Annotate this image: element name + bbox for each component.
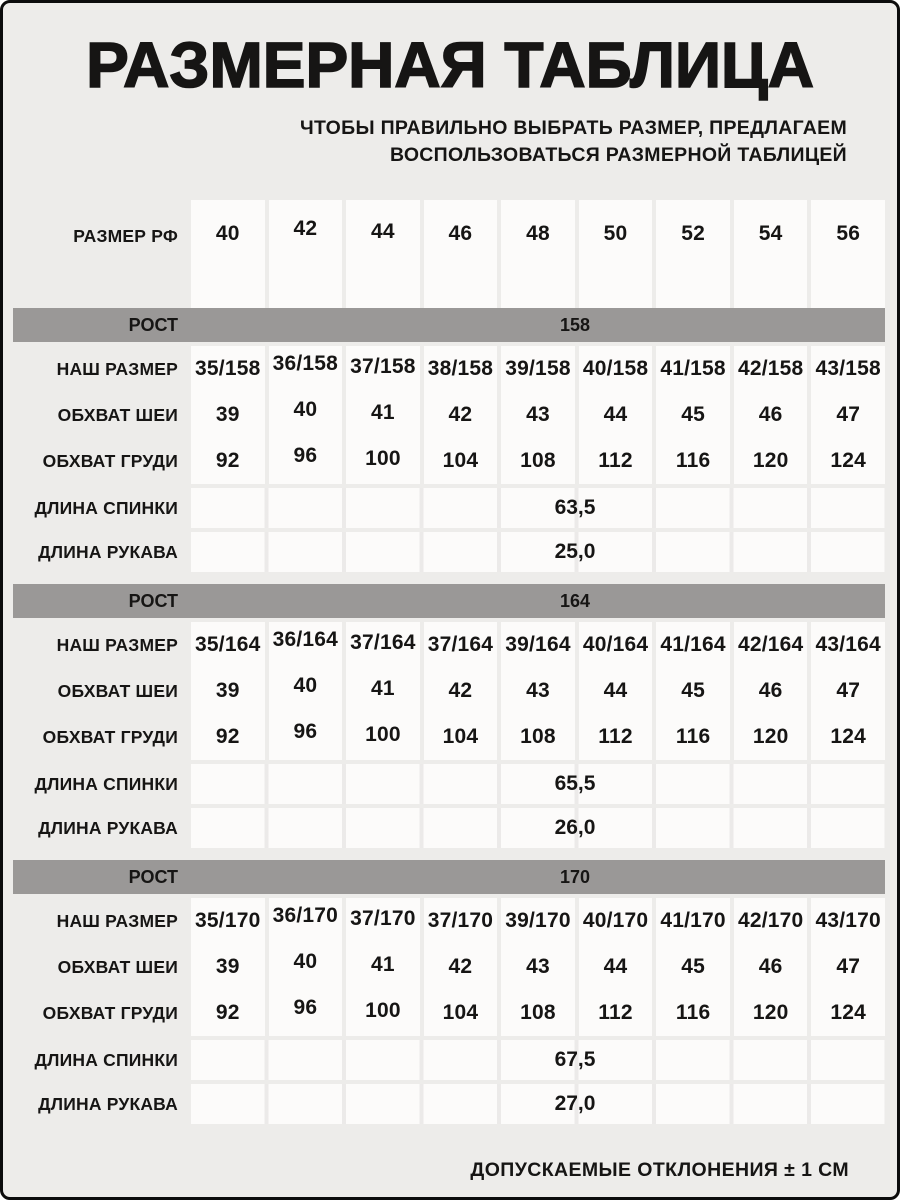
data-cell-value: 100 [365,999,401,1022]
data-cell [346,438,420,484]
footer-value: 1 СМ [801,1159,849,1181]
data-cell [811,944,885,990]
data-cell [579,392,653,438]
data-cell [346,346,420,392]
row-label: ДЛИНА СПИНКИ [34,497,178,518]
header-size-cell-value: 46 [448,222,473,245]
data-cell [811,990,885,1036]
data-cell-value: 47 [836,403,861,426]
header-size-cell-value: 52 [681,222,705,245]
data-cell [346,622,420,668]
header-size-cell-value: 42 [293,217,318,240]
data-cell-value: 47 [836,679,861,702]
subtitle-line-2: ВОСПОЛЬЗОВАТЬСЯ РАЗМЕРНОЙ ТАБЛИЦЕЙ [389,144,847,166]
data-cell [656,990,730,1036]
data-cell-value: 42/158 [737,357,804,380]
data-cell-value: 112 [598,449,633,472]
data-cell-value: 124 [830,1001,867,1024]
header-size-cell [269,200,343,308]
data-cell-value: 37/170 [350,907,416,930]
data-cell-value: 92 [215,725,240,748]
data-cell [424,438,498,484]
row-label: ДЛИНА СПИНКИ [34,1049,178,1070]
header-size-cell [191,200,265,308]
data-cell-value: 41 [371,953,395,976]
data-cell [191,668,265,714]
merged-cell-value: 65,5 [554,772,596,795]
data-cell-value: 104 [442,725,479,748]
data-cell [191,714,265,760]
data-cell-value: 45 [681,679,705,702]
data-cell-value: 39/170 [505,909,571,932]
data-cell-value: 100 [365,723,401,746]
data-cell-value: 43 [526,679,550,702]
data-cell [346,392,420,438]
data-cell-value: 108 [520,1001,556,1024]
size-table [13,200,885,1136]
page-title: РАЗМЕРНАЯ ТАБЛИЦА [86,29,814,101]
data-cell-value: 120 [752,725,789,748]
data-cell [269,392,343,438]
data-cell [346,714,420,760]
header-size-cell [501,200,575,308]
data-cell [811,668,885,714]
data-cell [269,346,343,392]
data-cell [811,622,885,668]
data-cell [811,898,885,944]
data-cell-value: 116 [675,1001,711,1024]
header-size-cell-value: 40 [215,222,240,245]
data-cell [424,944,498,990]
data-cell-value: 112 [598,725,633,748]
data-cell-value: 42 [448,403,473,426]
data-cell [191,990,265,1036]
data-cell-value: 37/164 [427,633,494,656]
data-cell-value: 43 [526,403,550,426]
row-label: ОБХВАТ ШЕИ [57,956,178,977]
data-cell-value: 46 [758,679,783,702]
data-cell [191,898,265,944]
data-cell [269,898,343,944]
data-cell [656,622,730,668]
data-cell [734,714,808,760]
data-cell-value: 96 [293,720,318,743]
merged-cell [191,488,885,528]
data-cell [656,438,730,484]
header-size-cell [811,200,885,308]
data-cell [579,990,653,1036]
data-cell [269,944,343,990]
data-cell-value: 36/164 [272,628,339,651]
data-cell [501,622,575,668]
data-cell [734,392,808,438]
data-cell-value: 35/158 [195,357,261,380]
footer-note [470,1159,849,1182]
data-cell [269,714,343,760]
data-cell-value: 42/170 [737,909,804,932]
height-band [13,860,885,894]
data-cell-value: 35/164 [195,633,261,656]
data-cell [656,714,730,760]
data-cell [501,990,575,1036]
row-label: ДЛИНА РУКАВА [38,541,178,562]
data-cell [191,346,265,392]
data-cell [269,622,343,668]
table-header-label: РАЗМЕР РФ [73,226,178,246]
data-cell [656,898,730,944]
data-cell [501,668,575,714]
data-cell [734,898,808,944]
data-cell [656,944,730,990]
data-cell [579,898,653,944]
data-cell [579,668,653,714]
data-cell-value: 40/158 [582,357,649,380]
data-cell [269,990,343,1036]
data-cell [734,668,808,714]
data-cell-value: 40 [293,674,318,697]
data-cell [424,622,498,668]
data-cell [579,438,653,484]
subtitle-line-1: ЧТОБЫ ПРАВИЛЬНО ВЫБРАТЬ РАЗМЕР, ПРЕДЛАГАЕМ [299,117,847,139]
data-cell [424,668,498,714]
data-cell-value: 40 [293,950,318,973]
data-cell-value: 47 [836,955,861,978]
data-cell [424,898,498,944]
data-cell [191,438,265,484]
data-cell-value: 39 [215,403,240,426]
data-cell [346,668,420,714]
data-cell-value: 116 [675,725,711,748]
row-label: НАШ РАЗМЕР [56,634,178,655]
data-cell-value: 46 [758,955,783,978]
data-cell-value: 40 [293,398,318,421]
data-cell-value: 44 [603,403,628,426]
data-cell-value: 39 [215,955,240,978]
header-size-cell [656,200,730,308]
data-cell-value: 112 [598,1001,633,1024]
data-cell-value: 96 [293,996,318,1019]
data-cell-value: 43 [526,955,550,978]
data-cell [811,346,885,392]
data-cell [191,392,265,438]
data-cell-value: 40/170 [582,909,649,932]
height-band [13,308,885,342]
data-cell [579,346,653,392]
data-cell [811,714,885,760]
data-cell [501,714,575,760]
data-cell-value: 36/158 [272,352,339,375]
height-band-value: 170 [559,866,591,887]
page-subtitle [3,115,897,169]
header-size-cell-value: 44 [371,220,395,243]
data-cell [501,346,575,392]
height-band-value: 164 [559,590,591,611]
data-cell-value: 43/158 [815,357,881,380]
header-size-cell [346,200,420,308]
height-band-value: 158 [559,314,591,335]
merged-cell [191,808,885,848]
merged-cell-value: 63,5 [554,496,596,519]
data-cell-value: 39/164 [505,633,571,656]
data-cell [501,438,575,484]
data-cell-value: 116 [675,449,711,472]
merged-cell-value: 27,0 [554,1092,596,1115]
data-cell-value: 124 [830,449,867,472]
row-label: ОБХВАТ ШЕИ [57,404,178,425]
data-cell-value: 100 [365,447,401,470]
header-size-cell-value: 56 [836,222,861,245]
data-cell [424,714,498,760]
data-cell-value: 40/164 [582,633,649,656]
data-cell [656,346,730,392]
data-cell-value: 41 [371,401,395,424]
data-cell-value: 108 [520,449,556,472]
data-cell-value: 41 [371,677,395,700]
data-cell-value: 120 [752,1001,789,1024]
data-cell-value: 41/170 [660,909,726,932]
row-label: ОБХВАТ ГРУДИ [42,726,178,747]
data-cell-value: 120 [752,449,789,472]
height-band-label: РОСТ [128,314,178,335]
data-cell [656,668,730,714]
data-cell-value: 38/158 [427,357,494,380]
data-cell [346,944,420,990]
data-cell-value: 41/158 [660,357,726,380]
data-cell-value: 39/158 [505,357,571,380]
header-size-cell [424,200,498,308]
data-cell-value: 45 [681,955,705,978]
data-cell-value: 37/170 [427,909,494,932]
data-cell-value: 124 [830,725,867,748]
data-cell-value: 44 [603,955,628,978]
header-size-cell-value: 48 [526,222,550,245]
data-cell-value: 45 [681,403,705,426]
plus-minus-symbol: ± [784,1159,796,1181]
header-size-cell [734,200,808,308]
data-cell-value: 92 [215,449,240,472]
data-cell [501,392,575,438]
data-cell-value: 46 [758,403,783,426]
data-cell-value: 44 [603,679,628,702]
data-cell [424,990,498,1036]
merged-cell-value: 67,5 [554,1048,596,1071]
data-cell-value: 104 [442,449,479,472]
data-cell [424,392,498,438]
data-cell-value: 43/170 [815,909,881,932]
data-cell [734,346,808,392]
data-cell [501,898,575,944]
data-cell-value: 42/164 [737,633,804,656]
data-cell [269,438,343,484]
data-cell [269,668,343,714]
data-cell [734,438,808,484]
header-size-cell-value: 54 [758,222,783,245]
data-cell-value: 35/170 [195,909,261,932]
data-cell [579,714,653,760]
merged-cell [191,1084,885,1124]
data-cell [811,438,885,484]
header-size-cell-value: 50 [603,222,628,245]
data-cell-value: 108 [520,725,556,748]
header-size-cell [579,200,653,308]
height-band-label: РОСТ [128,590,178,611]
data-cell [811,392,885,438]
row-label: ДЛИНА РУКАВА [38,817,178,838]
data-cell [191,622,265,668]
row-label: ОБХВАТ ГРУДИ [42,450,178,471]
data-cell-value: 42 [448,955,473,978]
row-label: ДЛИНА РУКАВА [38,1093,178,1114]
row-label: НАШ РАЗМЕР [56,358,178,379]
data-cell-value: 104 [442,1001,479,1024]
merged-cell [191,532,885,572]
row-label: ОБХВАТ ГРУДИ [42,1002,178,1023]
data-cell-value: 96 [293,444,318,467]
data-cell-value: 43/164 [815,633,881,656]
data-cell-value: 36/170 [272,904,339,927]
merged-cell-value: 26,0 [554,816,596,839]
data-cell [424,346,498,392]
data-cell [579,944,653,990]
data-cell-value: 42 [448,679,473,702]
data-cell [501,944,575,990]
height-band-label: РОСТ [128,866,178,887]
data-cell [656,392,730,438]
height-band [13,584,885,618]
data-cell-value: 92 [215,1001,240,1024]
merged-cell [191,1040,885,1080]
data-cell-value: 37/158 [350,355,416,378]
row-label: ОБХВАТ ШЕИ [57,680,178,701]
data-cell-value: 39 [215,679,240,702]
footer-text: ДОПУСКАЕМЫЕ ОТКЛОНЕНИЯ [470,1159,779,1181]
data-cell [346,898,420,944]
data-cell [579,622,653,668]
data-cell [734,622,808,668]
data-cell-value: 41/164 [660,633,726,656]
merged-cell [191,764,885,804]
data-cell [734,944,808,990]
data-cell-value: 37/164 [350,631,416,654]
merged-cell-value: 25,0 [554,540,596,563]
row-label: НАШ РАЗМЕР [56,910,178,931]
data-cell [734,990,808,1036]
data-cell [346,990,420,1036]
row-label: ДЛИНА СПИНКИ [34,773,178,794]
data-cell [191,944,265,990]
